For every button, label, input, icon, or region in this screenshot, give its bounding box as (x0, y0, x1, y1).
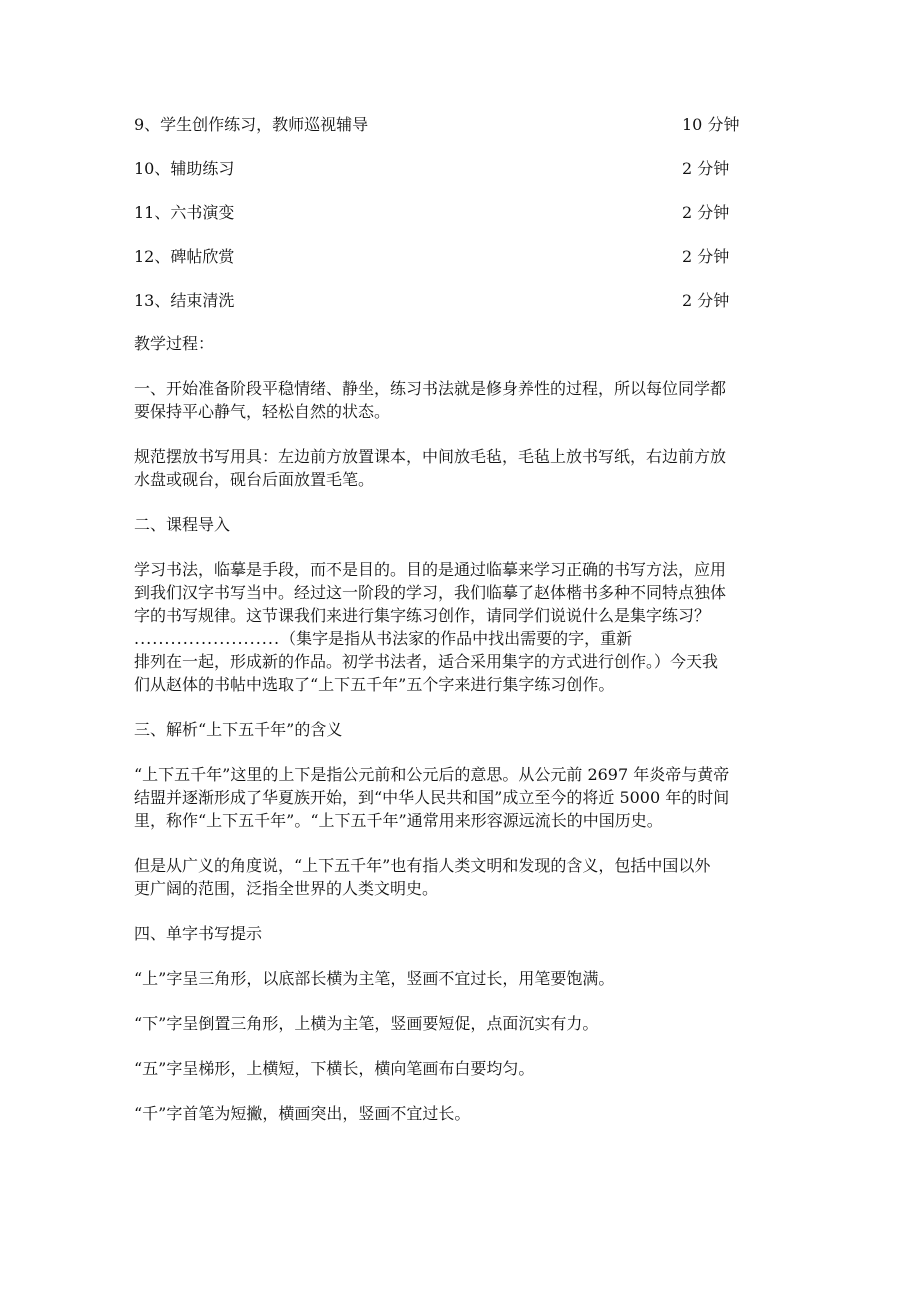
section4-tip-xia: “下”字呈倒置三角形，上横为主笔，竖画要短促，点面沉实有力。 (134, 1014, 599, 1033)
section2-line4-text: （集字是指从书法家的作品中找出需要的字，重新 (280, 629, 633, 648)
schedule-time: 2 分钟 (682, 203, 730, 222)
section2-line2: 到我们汉字书写当中。经过这一阶段的学习，我们临摹了赵体楷书多种不同特点独体 (134, 583, 727, 602)
schedule-time: 2 分钟 (682, 159, 730, 178)
section4-tip-wu: “五”字呈梯形，上横短，下横长，横向笔画布白要均匀。 (134, 1059, 535, 1078)
section2-line1: 学习书法，临摹是手段，而不是目的。目的是通过临摹来学习正确的书写方法，应用 (134, 560, 727, 579)
schedule-time: 2 分钟 (682, 291, 730, 310)
section2-line5: 排列在一起，形成新的作品。初学书法者，适合采用集字的方式进行创作。）今天我 (134, 652, 719, 671)
schedule-item: 10、辅助练习 (134, 159, 235, 178)
section3-paragraph2-line2: 更广阔的范围，泛指全世界的人类文明史。 (134, 879, 439, 898)
section3-paragraph1-line3: 里，称作“上下五千年”。“上下五千年”通常用来形容源远流长的中国历史。 (134, 811, 663, 830)
section1-paragraph2-line2: 水盘或砚台，砚台后面放置毛笔。 (134, 470, 375, 489)
section3-paragraph1-line2: 结盟并逐渐形成了华夏族开始，到“中华人民共和国”成立至今的将近 5000 年的时间 (134, 788, 730, 807)
section2-line4 (134, 627, 774, 650)
schedule-row (134, 244, 774, 288)
section2-line6: 们从赵体的书帖中选取了“上下五千年”五个字来进行集字练习创作。 (134, 675, 615, 694)
section4-title: 四、单字书写提示 (134, 924, 263, 943)
schedule-list (134, 112, 774, 332)
schedule-row (134, 200, 774, 244)
section1-paragraph1-line2: 要保持平心静气，轻松自然的状态。 (134, 402, 391, 421)
schedule-item: 12、碑帖欣赏 (134, 247, 235, 266)
section1-paragraph1-line1: 一、开始准备阶段平稳情绪、静坐，练习书法就是修身养性的过程，所以每位同学都 (134, 379, 727, 398)
schedule-time: 2 分钟 (682, 247, 730, 266)
schedule-row (134, 288, 774, 332)
section4-tip-shang: “上”字呈三角形，以底部长横为主笔，竖画不宜过长，用笔要饱满。 (134, 969, 615, 988)
section2-line3: 字的书写规律。这节课我们来进行集字练习创作，请同学们说说什么是集字练习？ (134, 606, 711, 625)
schedule-item: 9、学生创作练习，教师巡视辅导 (134, 115, 369, 134)
section4-tip-qian: “千”字首笔为短撇，横画突出，竖画不宜过长。 (134, 1104, 471, 1123)
schedule-row (134, 112, 774, 156)
process-title: 教学过程： (134, 334, 215, 353)
section3-title: 三、解析“上下五千年”的含义 (134, 720, 343, 739)
section3-paragraph2-line1: 但是从广义的角度说，“上下五千年”也有指人类文明和发现的含义，包括中国以外 (134, 856, 711, 875)
section2-title: 二、课程导入 (134, 515, 231, 534)
schedule-row (134, 156, 774, 200)
schedule-time: 10 分钟 (682, 115, 740, 134)
schedule-item: 11、六书演变 (134, 203, 235, 222)
section2-line4-dots: ........................ (134, 629, 281, 648)
section3-paragraph1-line1: “上下五千年”这里的上下是指公元前和公元后的意思。从公元前 2697 年炎帝与黄帝 (134, 765, 730, 784)
section1-paragraph2-line1: 规范摆放书写用具：左边前方放置课本，中间放毛毡，毛毡上放书写纸，右边前方放 (134, 447, 727, 466)
schedule-item: 13、结束清洗 (134, 291, 235, 310)
lesson-body (134, 332, 774, 1125)
